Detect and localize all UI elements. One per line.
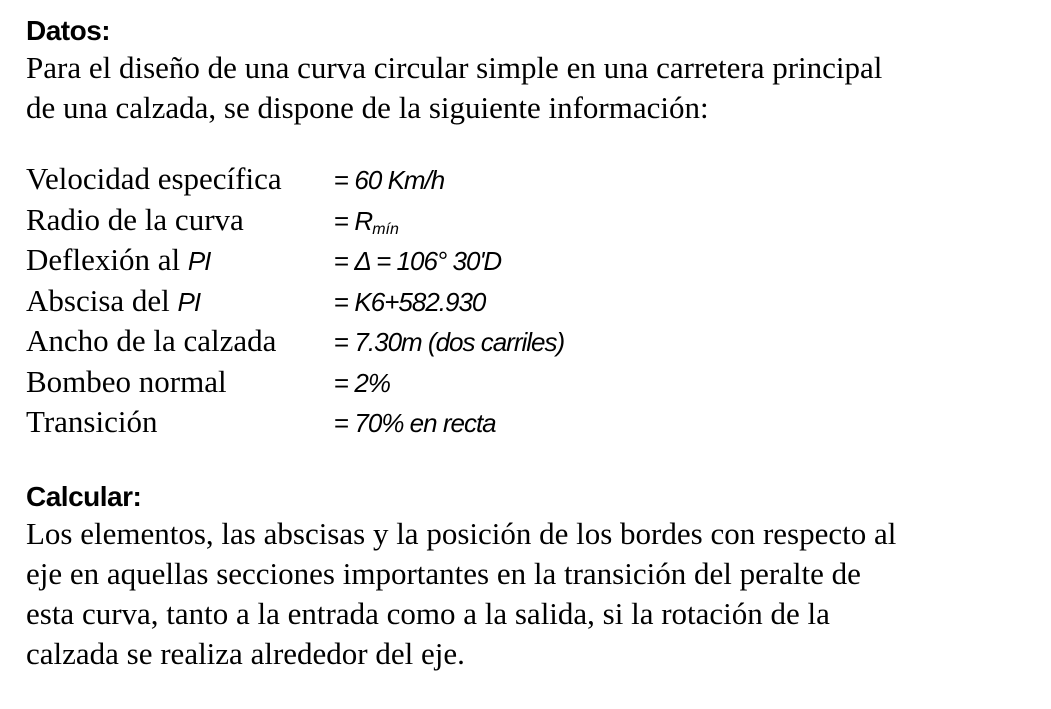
row-value xyxy=(334,165,444,196)
row-label: Bombeo normal xyxy=(26,363,227,399)
row-label xyxy=(26,283,334,319)
row-value xyxy=(334,287,485,318)
value-text: 2% xyxy=(354,367,390,398)
label-italic: PI xyxy=(177,286,201,317)
equals-sign: = xyxy=(334,367,355,398)
row-deflexion xyxy=(26,242,1018,283)
row-label: Radio de la curva xyxy=(26,201,244,237)
row-value xyxy=(334,206,399,239)
intro-line-1: Para el diseño de una curva circular simple en una carretera principal xyxy=(26,50,883,85)
row-value xyxy=(334,408,496,439)
value-subscript: mín xyxy=(372,220,399,238)
row-value xyxy=(334,368,390,399)
data-list xyxy=(26,161,1018,445)
equals-sign: = xyxy=(334,246,355,276)
row-abscisa xyxy=(26,283,1018,324)
row-velocidad xyxy=(26,161,1018,202)
row-label: Transición xyxy=(26,404,158,439)
label-text: Abscisa del xyxy=(26,282,178,318)
equals-sign: = xyxy=(334,205,355,236)
row-label: Velocidad específica xyxy=(26,161,282,196)
equals-sign: = xyxy=(334,165,355,195)
value-text: K6+582.930 xyxy=(354,286,486,317)
equals-sign: = xyxy=(334,408,355,438)
equals-sign: = xyxy=(334,286,355,317)
row-label: Ancho de la calzada xyxy=(26,323,277,358)
datos-heading: Datos: xyxy=(26,15,111,46)
row-bombeo xyxy=(26,364,1018,405)
document-page xyxy=(26,14,1018,674)
row-label xyxy=(26,242,334,278)
calcular-line-3: esta curva, tanto a la entrada como a la salida, si la rotación de la xyxy=(26,595,830,631)
value-text: R xyxy=(354,205,373,236)
calcular-heading: Calcular: xyxy=(26,480,142,512)
row-transicion xyxy=(26,404,1018,445)
calcular-line-4: calzada se realiza alrededor del eje. xyxy=(26,635,465,671)
row-value xyxy=(334,327,564,358)
value-text: 70% en recta xyxy=(354,408,496,438)
label-italic: PI xyxy=(187,246,211,276)
intro-line-2: de una calzada, se dispone de la siguiente información: xyxy=(26,90,709,125)
equals-sign: = xyxy=(334,327,355,357)
calcular-line-1: Los elementos, las abscisas y la posición de los bordes con respecto al xyxy=(26,515,897,551)
value-text: 60 Km/h xyxy=(354,165,445,195)
row-value xyxy=(334,246,501,277)
row-radio xyxy=(26,202,1018,243)
label-text: Deflexión al xyxy=(26,242,188,277)
value-text: 7.30m (dos carriles) xyxy=(354,327,565,357)
calcular-line-2: eje en aquellas secciones importantes en la transición del peralte de xyxy=(26,555,861,591)
row-ancho xyxy=(26,323,1018,364)
value-text: Δ = 106° 30'D xyxy=(354,246,502,276)
